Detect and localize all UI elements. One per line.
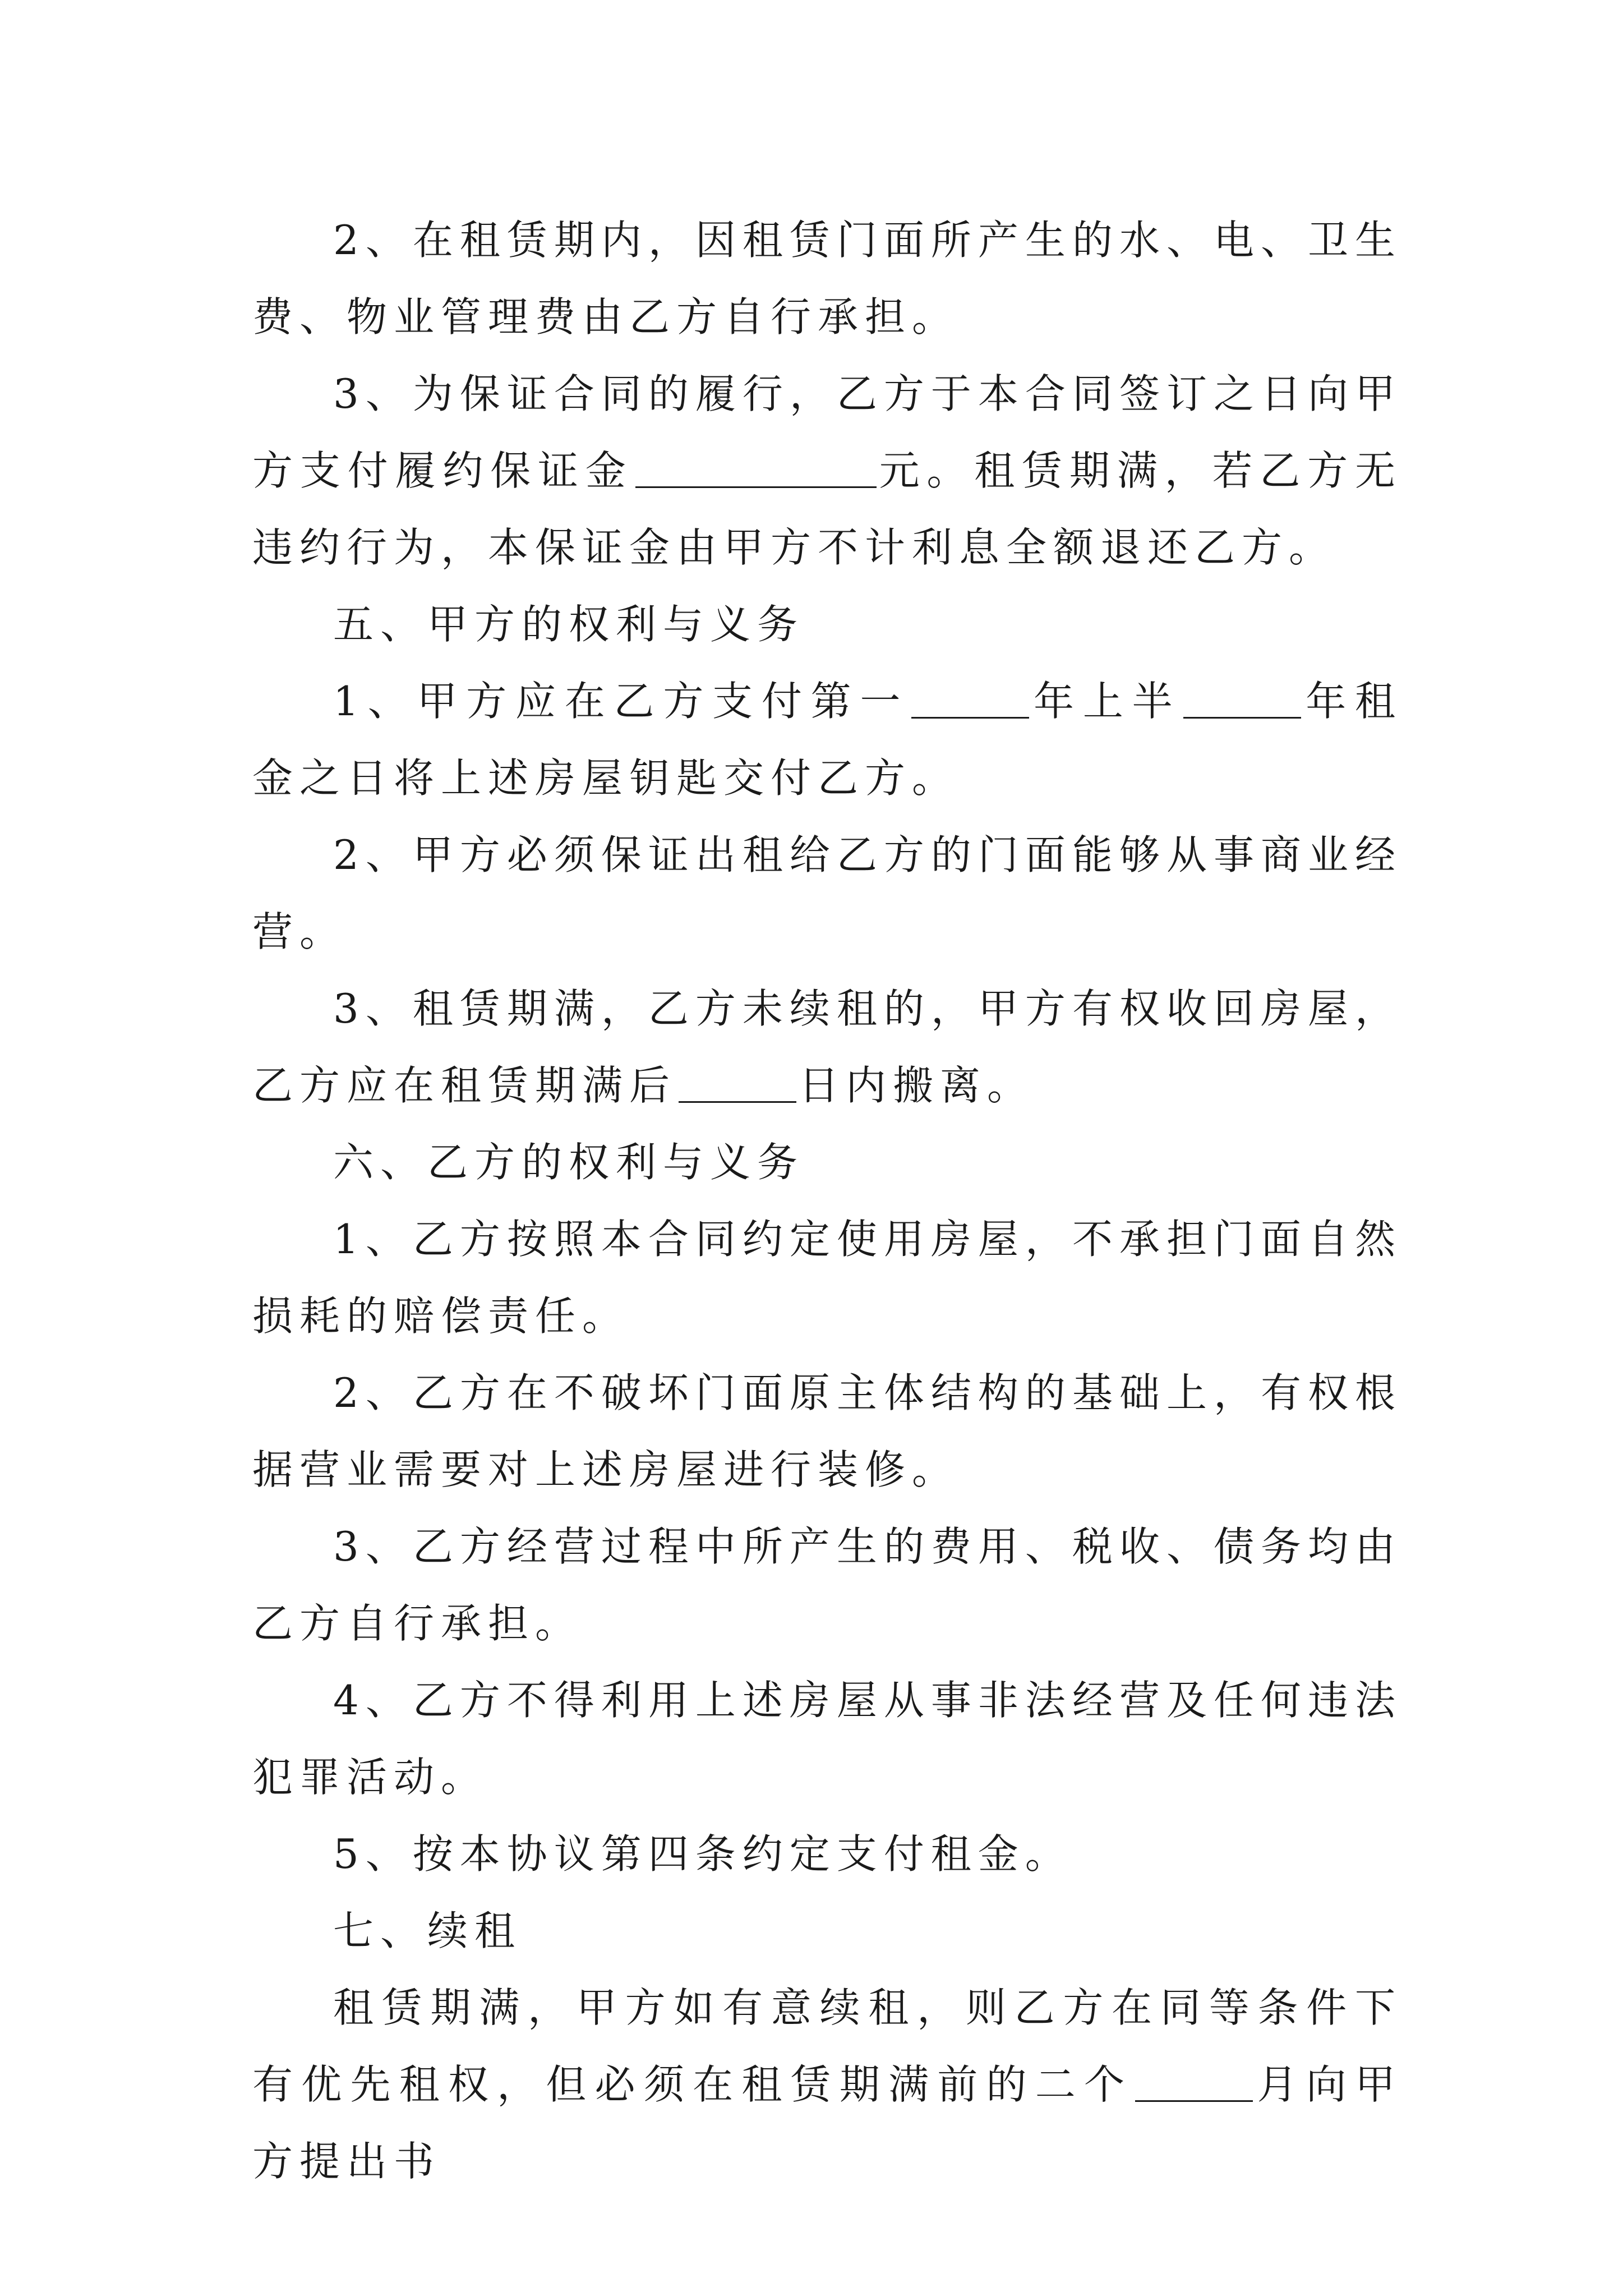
clause-deposit-text-1: 3、为保证合同的履行，乙方于本合同签订之日向甲方支付履约保证金 [252, 370, 1402, 494]
section-heading-5-text: 五、甲方的权利与义务 [333, 601, 805, 648]
clause-deposit [252, 356, 1402, 586]
clause-renovation-text: 2、乙方在不破坏门面原主体结构的基础上，有权根据营业需要对上述房屋进行装修。 [252, 1369, 1402, 1493]
clause-utilities-text: 2、在租赁期内，因租赁门面所产生的水、电、卫生费、物业管理费由乙方自行承担。 [252, 217, 1402, 341]
clause-legal-operation-text: 4、乙方不得利用上述房屋从事非法经营及任何违法犯罪活动。 [252, 1677, 1402, 1801]
year-blank-1 [911, 683, 1029, 719]
section-heading-7 [252, 1893, 1402, 1970]
clause-utilities [252, 202, 1402, 356]
clause-renovation [252, 1355, 1402, 1508]
days-blank [679, 1068, 796, 1103]
year-blank-2 [1183, 683, 1301, 719]
clause-rent-payment [252, 1816, 1402, 1893]
clause-lease-expiry [252, 970, 1402, 1124]
clause-use-of-premises [252, 1201, 1402, 1355]
clause-commercial-use [252, 817, 1402, 970]
clause-key-handover-text-1: 1、甲方应在乙方支付第一 [333, 678, 910, 725]
clause-use-of-premises-text: 1、乙方按照本合同约定使用房屋，不承担门面自然损耗的赔偿责任。 [252, 1216, 1402, 1340]
clause-renewal-text-1: 租赁期满，甲方如有意续租，则乙方在同等条件下有优先租权，但必须在租赁期满前的二个 [252, 1984, 1402, 2108]
clause-expenses-text: 3、乙方经营过程中所产生的费用、税收、债务均由乙方自行承担。 [252, 1523, 1402, 1647]
clause-lease-expiry-text-2: 日内搬离。 [799, 1062, 1035, 1109]
section-heading-7-text: 七、续租 [333, 1907, 522, 1954]
section-heading-5 [252, 586, 1402, 663]
clause-key-handover-text-2: 年上半 [1031, 678, 1182, 725]
clause-lease-expiry-text-1: 3、租赁期满，乙方未续租的，甲方有权收回房屋，乙方应在租赁期满后 [252, 985, 1402, 1109]
clause-commercial-use-text: 2、甲方必须保证出租给乙方的门面能够从事商业经营。 [252, 831, 1402, 955]
clause-expenses [252, 1508, 1402, 1662]
clause-key-handover [252, 663, 1402, 817]
clause-key-handover-text-3: 年租金之日将上述房屋钥匙交付乙方。 [252, 678, 1402, 802]
contract-body [252, 202, 1402, 2200]
deposit-amount-blank [635, 453, 877, 488]
section-heading-6 [252, 1124, 1402, 1201]
clause-rent-payment-text: 5、按本协议第四条约定支付租金。 [333, 1830, 1072, 1878]
clause-legal-operation [252, 1662, 1402, 1816]
months-blank [1135, 2067, 1253, 2102]
section-heading-6-text: 六、乙方的权利与义务 [333, 1139, 805, 1186]
clause-deposit-text-2: 元。租赁期满，若乙方无违约行为，本保证金由甲方不计利息全额退还乙方。 [252, 447, 1402, 571]
clause-renewal-text-2: 月向甲方提出书 [252, 2061, 1402, 2185]
clause-renewal [252, 1970, 1402, 2200]
